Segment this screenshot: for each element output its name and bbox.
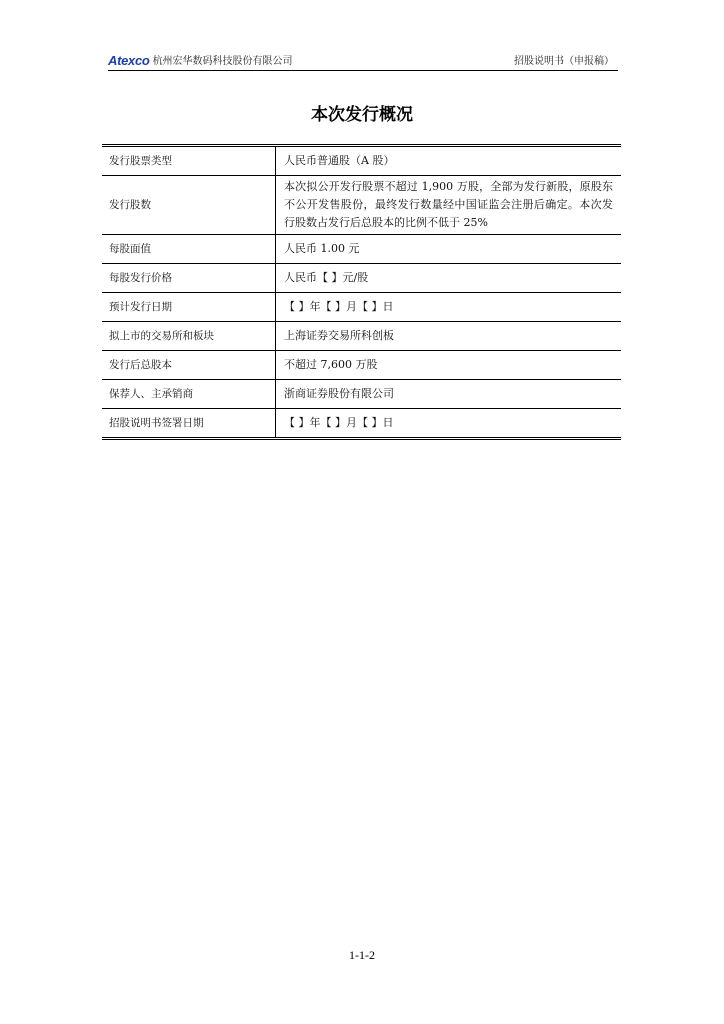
company-name: 杭州宏华数码科技股份有限公司 — [152, 56, 293, 67]
row-value-sponsor: 浙商证券股份有限公司 — [276, 380, 622, 409]
table-row — [102, 235, 621, 264]
table-row — [102, 146, 621, 176]
row-label-exchange: 拟上市的交易所和板块 — [102, 322, 276, 351]
table-row — [102, 351, 621, 380]
row-value-signing-date: 【 】年【 】月【 】日 — [284, 416, 394, 429]
row-value-total-shares: 不超过 7,600 万股 — [276, 351, 622, 380]
row-label-signing-date: 招股说明书签署日期 — [102, 409, 276, 439]
row-value-issue-date: 【 】年【 】月【 】日 — [276, 293, 622, 322]
row-value-share-count: 本次拟公开发行股票不超过 1,900 万股，全部为发行新股，原股东不公开发售股份，最终发行数量经中国证监会注册后确定。本次发行股数占发行后总股本的比例不低于 25% — [276, 176, 622, 235]
page-title: 本次发行概况 — [311, 105, 413, 125]
table-row — [102, 380, 621, 409]
row-label-par-value: 每股面值 — [102, 235, 276, 264]
row-value-par-value: 人民币 1.00 元 — [276, 235, 622, 264]
row-value-issue-price: 人民币【 】元/股 — [276, 264, 622, 293]
row-value-exchange: 上海证券交易所科创板 — [276, 322, 622, 351]
row-label-sponsor: 保荐人、主承销商 — [102, 380, 276, 409]
row-label-issue-date: 预计发行日期 — [102, 293, 276, 322]
row-label-total-shares: 发行后总股本 — [102, 351, 276, 380]
row-label-stock-type: 发行股票类型 — [102, 146, 276, 176]
table-row — [102, 293, 621, 322]
company-logo: Atexco — [108, 53, 150, 68]
page-header — [108, 50, 618, 71]
header-left — [108, 54, 293, 68]
issuance-overview-table — [102, 144, 621, 440]
row-label-issue-price: 每股发行价格 — [102, 264, 276, 293]
table-row — [102, 322, 621, 351]
row-label-share-count: 发行股数 — [102, 176, 276, 235]
page-number: 1-1-2 — [349, 948, 375, 962]
table-row — [102, 264, 621, 293]
table-row — [102, 176, 621, 235]
table-row — [102, 409, 621, 439]
document-type: 招股说明书（申报稿） — [514, 56, 614, 67]
row-value-stock-type: 人民币普通股（A 股） — [276, 146, 622, 176]
